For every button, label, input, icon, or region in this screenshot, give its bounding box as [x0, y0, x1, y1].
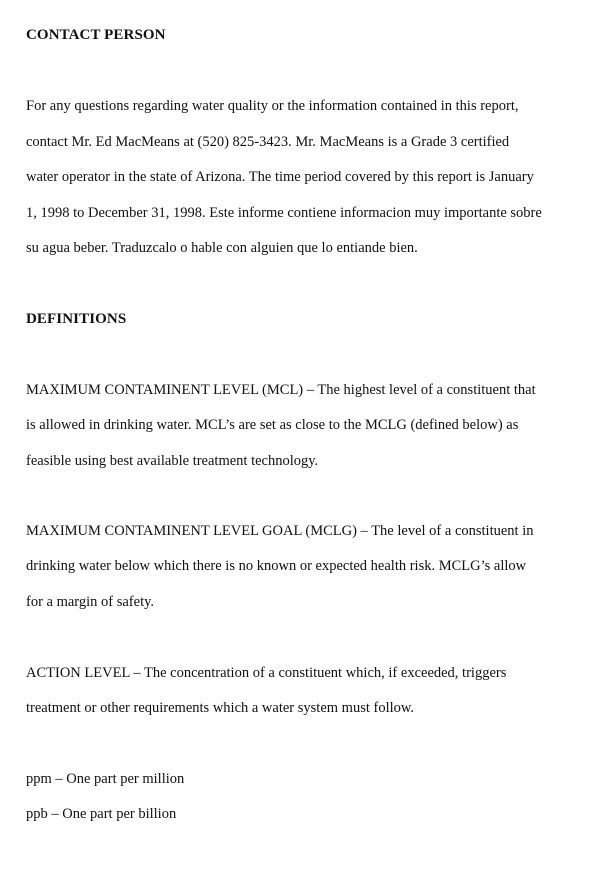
- ppm-definition: ppm – One part per million: [26, 771, 185, 787]
- contact-line-1: For any questions regarding water quality or the information contained in this report,: [26, 98, 519, 114]
- mclg-line-1: MAXIMUM CONTAMINENT LEVEL GOAL (MCLG) – The level of a constituent in: [26, 523, 534, 539]
- mclg-line-3: for a margin of safety.: [26, 594, 155, 610]
- contact-line-5: su agua beber. Traduzcalo o hable con alguien que lo entiande bien.: [26, 240, 418, 256]
- action-level-line-1: ACTION LEVEL – The concentration of a constituent which, if exceeded, triggers: [26, 665, 507, 681]
- mclg-line-2: drinking water below which there is no known or expected health risk. MCLG’s allow: [26, 558, 527, 574]
- mcl-line-2: is allowed in drinking water. MCL’s are set as close to the MCLG (defined below) as: [26, 417, 519, 433]
- contact-line-2: contact Mr. Ed MacMeans at (520) 825-3423. Mr. MacMeans is a Grade 3 certified: [26, 134, 510, 150]
- action-level-line-2: treatment or other requirements which a water system must follow.: [26, 700, 415, 716]
- mcl-line-3: feasible using best available treatment technology.: [26, 453, 319, 469]
- contact-person-heading: CONTACT PERSON: [26, 27, 166, 43]
- contact-line-3: water operator in the state of Arizona. The time period covered by this report is January: [26, 169, 534, 185]
- mcl-line-1: MAXIMUM CONTAMINENT LEVEL (MCL) – The highest level of a constituent that: [26, 382, 536, 398]
- definitions-heading: DEFINITIONS: [26, 311, 127, 327]
- ppb-definition: ppb – One part per billion: [26, 806, 177, 822]
- contact-line-4: 1, 1998 to December 31, 1998. Este informe contiene informacion muy importante sobre: [26, 205, 542, 221]
